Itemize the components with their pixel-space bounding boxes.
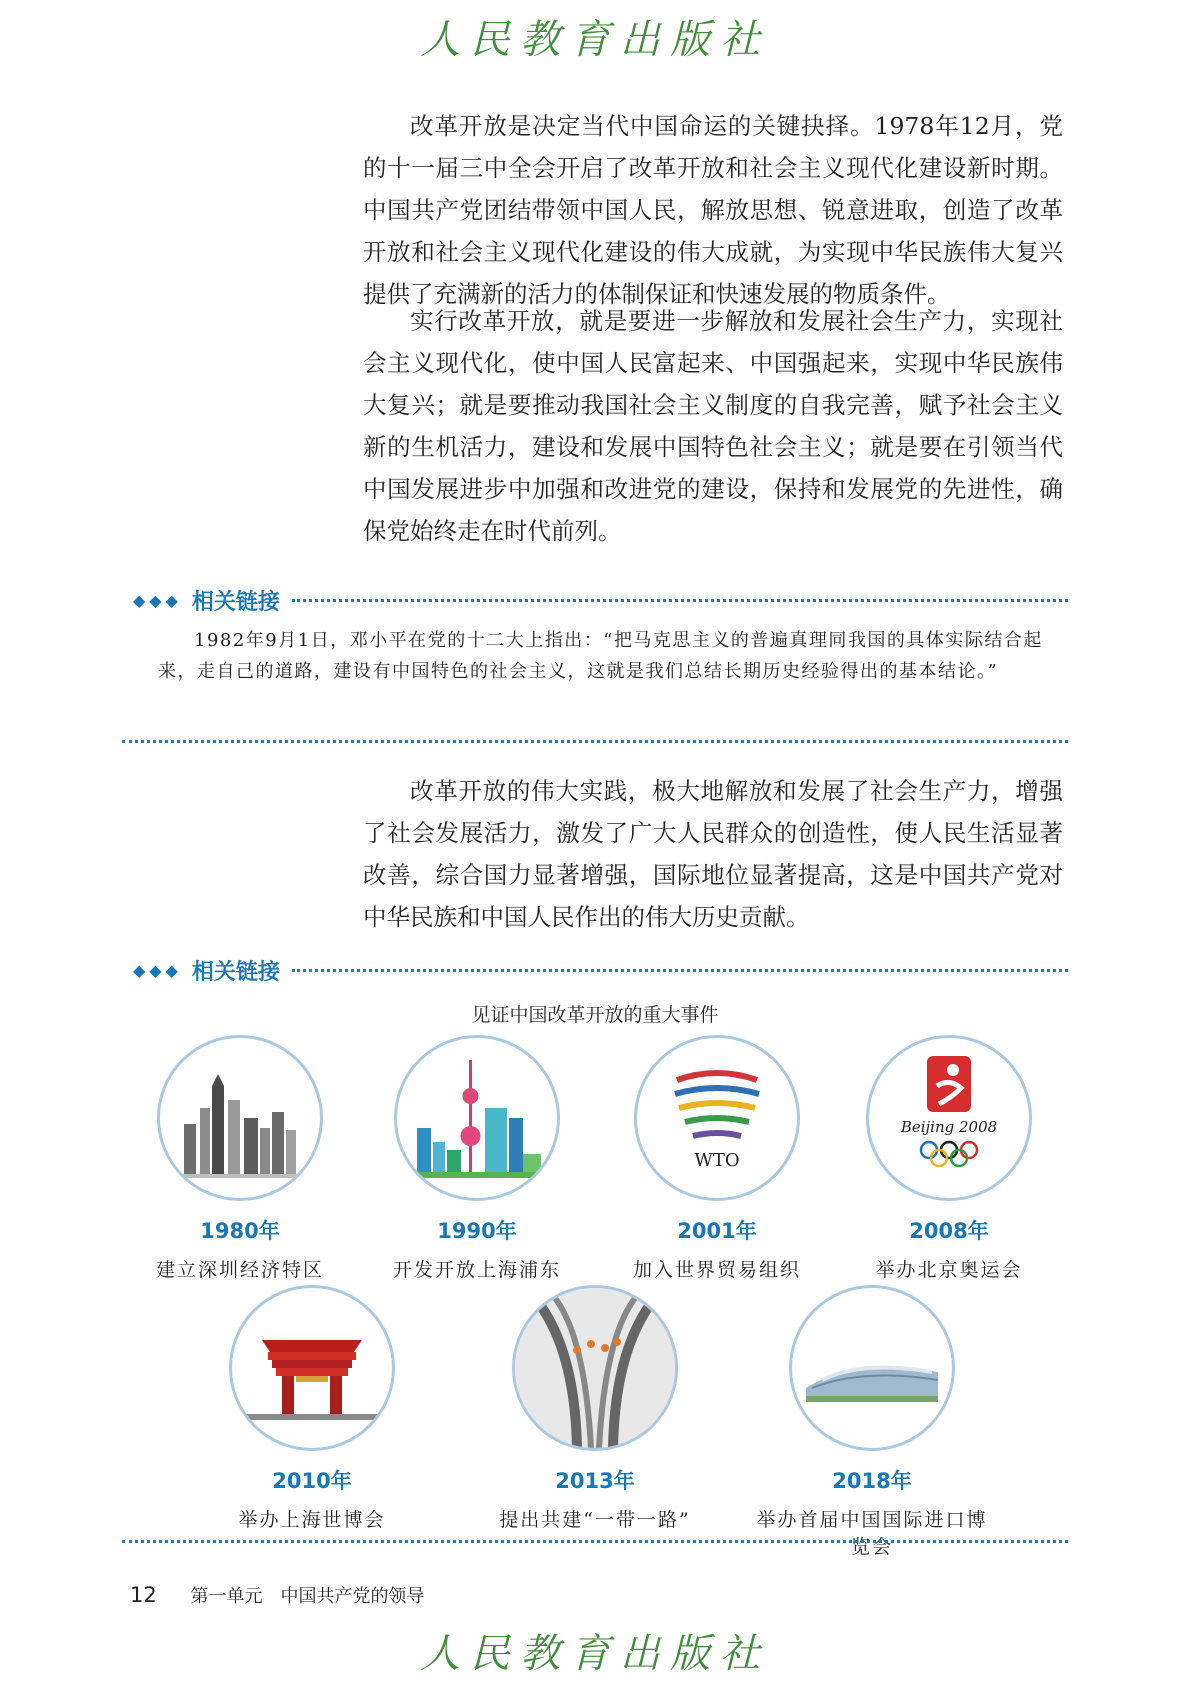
related-link-header-2 [133, 955, 1068, 985]
event-1990 [357, 1035, 597, 1282]
related-link-title: 相关链接 [191, 589, 280, 615]
olympics-logo-text: Beijing 2008 [900, 1118, 998, 1136]
events-subtitle: 见证中国改革开放的重大事件 [471, 1004, 719, 1026]
deng-xiaoping-quote: 1982年9月1日，邓小平在党的十二大上指出：“把马克思主义的普遍真理同我国的具体实际结合起来，走自己的道路，建设有中国特色的社会主义，这就是我们总结长期历史经验得出的基本结论。” [158, 630, 1043, 682]
related-link-header-1 [133, 585, 1068, 615]
event-caption: 建立深圳经济特区 [155, 1259, 324, 1281]
event-2008 [829, 1035, 1069, 1282]
dotted-divider [292, 599, 1068, 602]
event-1980 [120, 1035, 360, 1282]
publisher-watermark: 人民教育出版社 [420, 17, 770, 63]
shenzhen-skyline-icon [157, 1035, 323, 1201]
beijing-olympics-logo-icon [866, 1035, 1032, 1201]
belt-road-icon [512, 1285, 678, 1451]
event-caption: 开发开放上海浦东 [392, 1259, 561, 1281]
dotted-divider [122, 740, 1068, 743]
wto-logo-text: WTO [694, 1150, 740, 1171]
event-year: 2018年 [832, 1469, 912, 1493]
dotted-divider [292, 969, 1068, 972]
event-year: 1990年 [437, 1219, 517, 1243]
event-caption: 举办首届中国国际进口博览会 [756, 1509, 988, 1558]
event-caption: 提出共建“一带一路” [499, 1509, 691, 1531]
diamond-bullets-icon: ◆◆◆ [133, 590, 182, 610]
event-year: 2001年 [677, 1219, 757, 1243]
publisher-watermark: 人民教育出版社 [420, 1631, 770, 1677]
pudong-skyline-icon [394, 1035, 560, 1201]
wto-logo-icon [634, 1035, 800, 1201]
event-2018 [752, 1285, 992, 1559]
event-year: 1980年 [200, 1219, 280, 1243]
paragraph-3: 改革开放的伟大实践，极大地解放和发展了社会生产力，增强了社会发展活力，激发了广大人民群众的创造性，使人民生活显著改善，综合国力显著增强，国际地位显著提高，这是中国共产党对中华民族和中国人民作出的伟大历史贡献。 [363, 777, 1063, 931]
chapter-title: 第一单元 中国共产党的领导 [190, 1586, 425, 1607]
china-pavilion-icon [229, 1285, 395, 1451]
related-link-title: 相关链接 [191, 959, 280, 985]
event-year: 2008年 [909, 1219, 989, 1243]
event-caption: 举办北京奥运会 [875, 1259, 1023, 1281]
event-year: 2013年 [555, 1469, 635, 1493]
event-2001 [597, 1035, 837, 1282]
event-2013 [475, 1285, 715, 1532]
dotted-divider [122, 1540, 1068, 1543]
diamond-bullets-icon: ◆◆◆ [133, 960, 182, 980]
paragraph-2: 实行改革开放，就是要进一步解放和发展社会生产力，实现社会主义现代化，使中国人民富起来、中国强起来，实现中华民族伟大复兴；就是要推动我国社会主义制度的自我完善，赋予社会主义新的生机活力，建设和发展中国特色社会主义；就是要在引领当代中国发展进步中加强和改进党的建设，保持和发展党的先进性，确保党始终走在时代前列。 [363, 307, 1063, 545]
event-caption: 加入世界贸易组织 [632, 1259, 801, 1281]
event-caption: 举办上海世博会 [238, 1509, 386, 1531]
event-2010 [192, 1285, 432, 1532]
event-year: 2010年 [272, 1469, 352, 1493]
page-footer [130, 1582, 424, 1608]
paragraph-1: 改革开放是决定当代中国命运的关键抉择。1978年12月，党的十一届三中全会开启了改革开放和社会主义现代化建设新时期。中国共产党团结带领中国人民，解放思想、锐意进取，创造了改革开放和社会主义现代化建设的伟大成就，为实现中华民族伟大复兴提供了充满新的活力的体制保证和快速发展的物质条件。 [363, 112, 1063, 308]
page-number: 12 [130, 1583, 157, 1607]
expo-center-icon [789, 1285, 955, 1451]
